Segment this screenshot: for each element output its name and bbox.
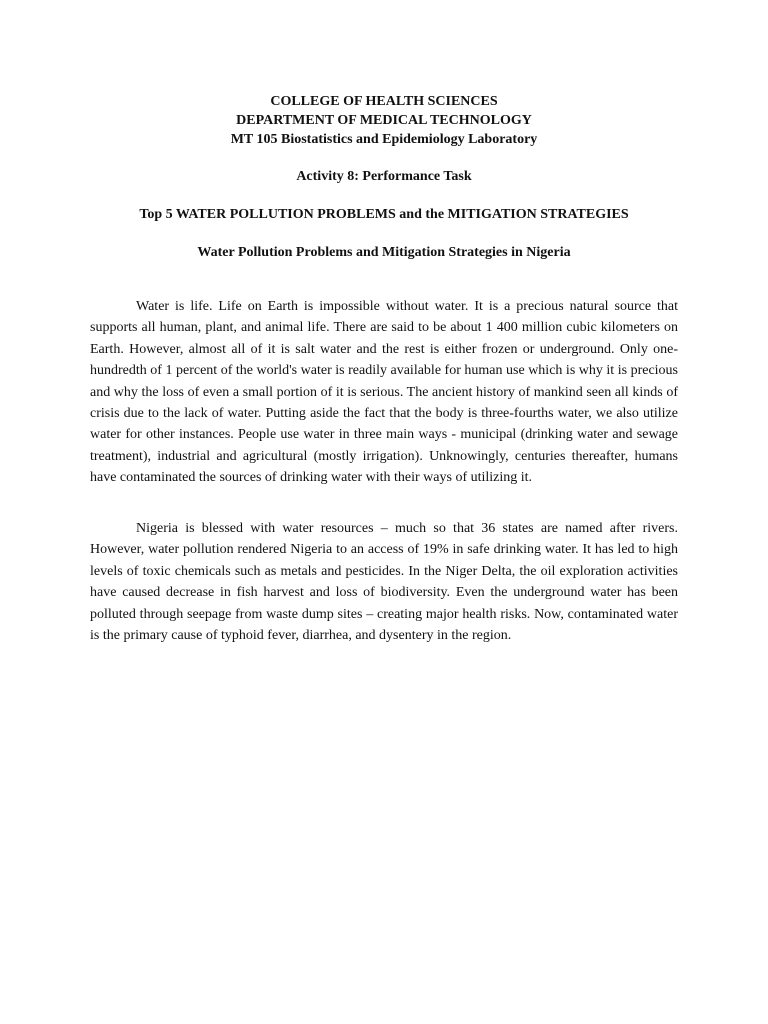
department-name: DEPARTMENT OF MEDICAL TECHNOLOGY (236, 113, 532, 128)
topic-heading (0, 205, 768, 224)
paragraph-2: Nigeria is blessed with water resources – much so that 36 states are named after rivers. However, water pollution rendered Nigeria to an access of 19% in safe drinking water. It has led to high levels of toxic chemicals such as metals and pesticides. In the Niger Delta, the oil exploration activities have caused decrease in fish harvest and loss of biodiversity. Even the underground water has been polluted through seepage from waste dump sites – creating major health risks. Now, contaminated water is the primary cause of typhoid fever, diarrhea, and dysentery in the region. (90, 521, 678, 644)
paragraph-1: Water is life. Life on Earth is impossible without water. It is a precious natural source that supports all human, plant, and animal life. There are said to be about 1 400 million cubic kilometers on Earth. However, almost all of it is salt water and the rest is either frozen or underground. Only one-hundredth of 1 percent of the world's water is readily available for human use which is why it is precious and why the loss of even a small portion of it is serious. The ancient history of mankind seen all kinds of crisis due to the lack of water. Putting aside the fact that the body is three-fourths water, we also utilize water for other instances. People use water in three main ways - municipal (drinking water and sewage treatment), industrial and agricultural (mostly irrigation). Unknowingly, centuries thereafter, humans have contaminated the sources of drinking water with their ways of utilizing it. (90, 299, 678, 486)
activity-title: Activity 8: Performance Task (296, 169, 472, 184)
essay-title: Water Pollution Problems and Mitigation Strategies in Nigeria (197, 245, 571, 260)
course-name: MT 105 Biostatistics and Epidemiology Laboratory (230, 132, 538, 147)
course-heading (0, 130, 768, 149)
department-heading (0, 111, 768, 130)
college-name: COLLEGE OF HEALTH SCIENCES (270, 94, 498, 109)
topic-title: Top 5 WATER POLLUTION PROBLEMS and the MITIGATION STRATEGIES (139, 207, 629, 222)
essay-title-heading (0, 243, 768, 262)
activity-heading (0, 167, 768, 186)
college-heading (0, 92, 768, 111)
